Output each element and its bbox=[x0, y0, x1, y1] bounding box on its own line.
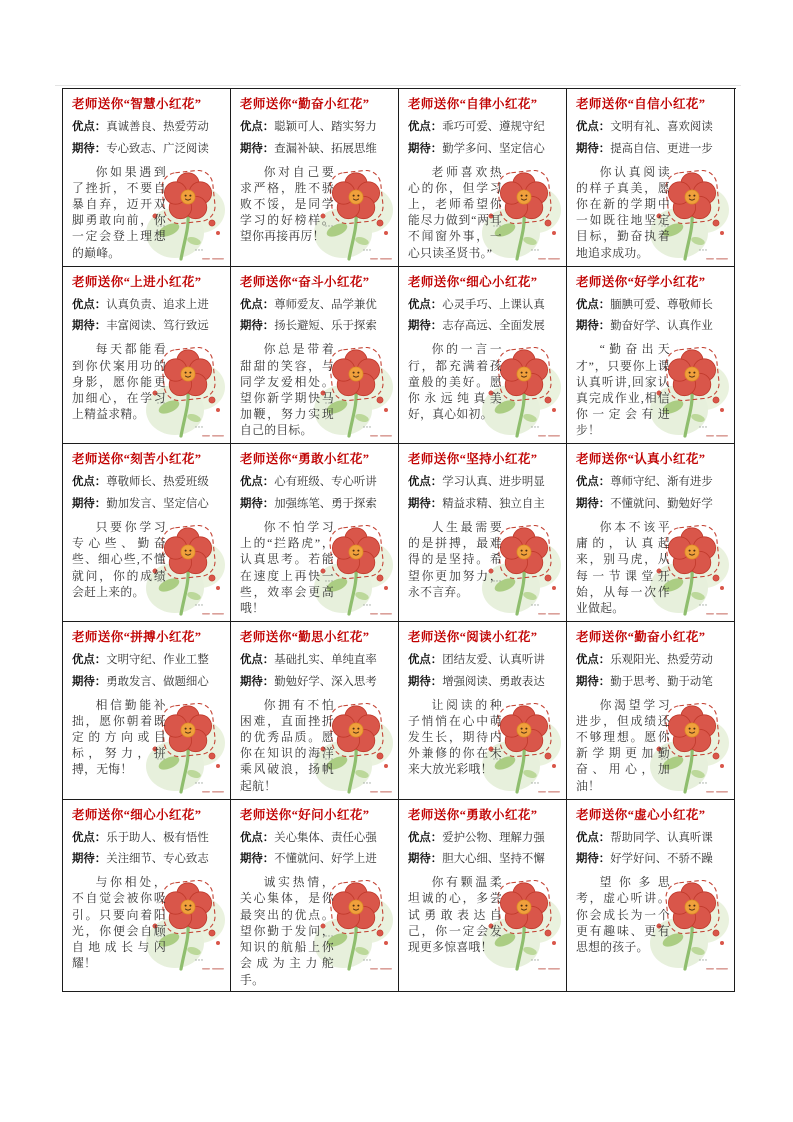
merits-value: 文明守纪、作业工整 bbox=[106, 653, 209, 666]
merits-value: 真诚善良、热爱劳动 bbox=[106, 120, 209, 133]
card-body bbox=[240, 341, 390, 438]
card-message: 你总是带着甜甜的笑容，与同学友爱相处。望你新学期快马加鞭，努力实现自己的目标。 bbox=[240, 342, 334, 438]
expectation-value: 增强阅读、勇敢表达 bbox=[442, 675, 545, 688]
card-message: 让阅读的种子悄悄在心中萌发生长，期待内外兼修的你在未来大放光彩哦！ bbox=[408, 697, 502, 777]
card-body bbox=[408, 874, 558, 955]
merits-label: 优点： bbox=[72, 653, 107, 666]
card-message: 只要你学习专心些、勤奋些、细心些,不懂就问，你的成绩会赶上来的。 bbox=[72, 519, 166, 599]
expectation-label: 期待： bbox=[72, 853, 107, 866]
expectation-label: 期待： bbox=[408, 498, 443, 511]
expectation-label: 期待： bbox=[576, 320, 611, 333]
expectation-value: 专心致志、广泛阅读 bbox=[106, 142, 209, 155]
expectation-line bbox=[408, 852, 558, 867]
expectation-value: 勤加发言、坚定信心 bbox=[106, 498, 209, 511]
award-card bbox=[399, 89, 567, 267]
merits-line bbox=[240, 475, 390, 490]
merits-line bbox=[240, 831, 390, 846]
merits-value: 乐于助人、极有悟性 bbox=[106, 831, 209, 844]
expectation-value: 精益求精、独立自主 bbox=[442, 498, 545, 511]
expectation-value: 志存高远、全面发展 bbox=[442, 320, 545, 333]
award-card bbox=[63, 89, 231, 267]
card-body bbox=[240, 697, 390, 794]
card-body bbox=[408, 697, 558, 778]
award-card bbox=[567, 444, 735, 622]
card-message: 老师喜欢热心的你，但学习上，老师希望你能尽力做到“两耳不闻窗外事，一心只读圣贤书。” bbox=[408, 164, 502, 260]
merits-label: 优点： bbox=[240, 653, 275, 666]
merits-value: 帮助同学、认真听课 bbox=[610, 831, 713, 844]
card-body bbox=[72, 519, 222, 600]
card-message: 与你相处，不自觉会被你吸引。只要向着阳光，你便会自顾自地成长与闪耀！ bbox=[72, 875, 166, 971]
merits-value: 文明有礼、喜欢阅读 bbox=[610, 120, 713, 133]
merits-line bbox=[408, 475, 558, 490]
merits-label: 优点： bbox=[576, 120, 611, 133]
expectation-line bbox=[72, 675, 222, 690]
award-card bbox=[399, 444, 567, 622]
expectation-line bbox=[240, 142, 390, 157]
expectation-value: 勤奋好学、认真作业 bbox=[610, 320, 713, 333]
card-title: 老师送你“奋斗小红花” bbox=[240, 274, 370, 289]
expectation-line bbox=[240, 497, 390, 512]
merits-label: 优点： bbox=[240, 298, 275, 311]
merits-value: 基础扎实、单纯直率 bbox=[274, 653, 377, 666]
merits-value: 爱护公物、理解力强 bbox=[442, 831, 545, 844]
card-body bbox=[240, 519, 390, 616]
card-body bbox=[72, 874, 222, 971]
card-body bbox=[576, 519, 726, 616]
merits-label: 优点： bbox=[408, 653, 443, 666]
card-title: 老师送你“坚持小红花” bbox=[408, 452, 538, 467]
merits-value: 尊敬师长、热爱班级 bbox=[106, 476, 209, 489]
card-title: 老师送你“认真小红花” bbox=[576, 452, 706, 467]
merits-line bbox=[576, 298, 726, 313]
card-title: 老师送你“好学小红花” bbox=[576, 274, 706, 289]
card-title: 老师送你“好问小红花” bbox=[240, 807, 370, 822]
expectation-label: 期待： bbox=[240, 675, 275, 688]
card-title: 老师送你“自律小红花” bbox=[408, 97, 538, 111]
expectation-value: 不懂就问、好学上进 bbox=[274, 853, 377, 866]
card-message: 你认真阅读的样子真美，愿你在新的学期中一如既往地坚定目标，勤奋执着地追求成功。 bbox=[576, 164, 670, 260]
expectation-value: 加强练笔、勇于探索 bbox=[274, 498, 377, 511]
merits-value: 认真负责、追求上进 bbox=[106, 298, 209, 311]
merits-label: 优点： bbox=[576, 298, 611, 311]
merits-line bbox=[72, 120, 222, 135]
card-message: 诚实热情，关心集体，是你最突出的优点。望你勤于发问，知识的航船上你会成为主力舵手。 bbox=[240, 875, 334, 987]
merits-value: 团结友爱、认真听讲 bbox=[442, 653, 545, 666]
merits-label: 优点： bbox=[408, 831, 443, 844]
merits-value: 聪颖可人、踏实努力 bbox=[274, 120, 377, 133]
merits-value: 学习认真、进步明显 bbox=[442, 476, 545, 489]
expectation-line bbox=[240, 852, 390, 867]
merits-line bbox=[72, 475, 222, 490]
merits-line bbox=[408, 653, 558, 668]
award-card bbox=[63, 444, 231, 622]
award-card bbox=[231, 622, 399, 800]
expectation-value: 好学好问、不骄不躁 bbox=[610, 853, 713, 866]
expectation-label: 期待： bbox=[408, 853, 443, 866]
expectation-label: 期待： bbox=[72, 142, 107, 155]
expectation-line bbox=[576, 142, 726, 157]
merits-label: 优点： bbox=[408, 298, 443, 311]
card-body bbox=[576, 164, 726, 261]
card-body bbox=[240, 164, 390, 245]
merits-line bbox=[408, 831, 558, 846]
card-title: 老师送你“勤奋小红花” bbox=[576, 629, 706, 644]
card-body bbox=[72, 164, 222, 261]
award-card bbox=[231, 444, 399, 622]
expectation-line bbox=[576, 319, 726, 334]
merits-label: 优点： bbox=[240, 476, 275, 489]
card-message: 人生最需要的是拼搏，最难得的是坚持。希望你更加努力，永不言弃。 bbox=[408, 519, 502, 599]
expectation-line bbox=[72, 319, 222, 334]
card-title: 老师送你“拼搏小红花” bbox=[72, 629, 202, 644]
card-title: 老师送你“阅读小红花” bbox=[408, 629, 538, 644]
expectation-value: 丰富阅读、笃行致远 bbox=[106, 320, 209, 333]
merits-value: 腼腆可爱、尊敬师长 bbox=[610, 298, 713, 311]
merits-line bbox=[576, 831, 726, 846]
award-card bbox=[399, 267, 567, 445]
merits-line bbox=[576, 120, 726, 135]
expectation-line bbox=[408, 142, 558, 157]
merits-label: 优点： bbox=[72, 120, 107, 133]
award-card bbox=[63, 267, 231, 445]
card-title: 老师送你“勇敢小红花” bbox=[408, 807, 538, 822]
merits-line bbox=[408, 298, 558, 313]
expectation-line bbox=[72, 142, 222, 157]
card-body bbox=[576, 874, 726, 955]
card-title: 老师送你“勇敢小红花” bbox=[240, 452, 370, 467]
expectation-value: 不懂就问、勤勉好学 bbox=[610, 498, 713, 511]
expectation-label: 期待： bbox=[72, 498, 107, 511]
card-message: 你拥有不怕困难，直面挫折的优秀品质。愿你在知识的海洋乘风破浪，扬帆起航！ bbox=[240, 697, 334, 793]
card-message: 你有颗温柔坦诚的心，多尝试勇敢表达自己，你一定会发现更多惊喜哦！ bbox=[408, 875, 502, 955]
expectation-value: 勤于思考、勤于动笔 bbox=[610, 675, 713, 688]
merits-value: 心灵手巧、上课认真 bbox=[442, 298, 545, 311]
expectation-value: 扬长避短、乐于探索 bbox=[274, 320, 377, 333]
award-card bbox=[231, 800, 399, 992]
expectation-line bbox=[576, 675, 726, 690]
expectation-line bbox=[240, 675, 390, 690]
expectation-value: 关注细节、专心致志 bbox=[106, 853, 209, 866]
merits-line bbox=[240, 653, 390, 668]
card-message: 望你多思考，虚心听讲。你会成长为一个更有趣味、更有思想的孩子。 bbox=[576, 875, 670, 955]
card-title: 老师送你“细心小红花” bbox=[72, 807, 202, 822]
expectation-value: 勇敢发言、做题细心 bbox=[106, 675, 209, 688]
merits-value: 尊师爱友、品学兼优 bbox=[274, 298, 377, 311]
expectation-value: 勤勉好学、深入思考 bbox=[274, 675, 377, 688]
merits-value: 乐观阳光、热爱劳动 bbox=[610, 653, 713, 666]
expectation-label: 期待： bbox=[408, 320, 443, 333]
merits-line bbox=[72, 653, 222, 668]
award-card bbox=[567, 622, 735, 800]
card-message: 相信勤能补拙，愿你朝着既定的方向或目标，努力，拼搏，无悔！ bbox=[72, 697, 166, 777]
card-title: 老师送你“细心小红花” bbox=[408, 274, 538, 289]
award-card bbox=[231, 89, 399, 267]
card-body bbox=[576, 341, 726, 438]
merits-label: 优点： bbox=[576, 831, 611, 844]
expectation-label: 期待： bbox=[72, 675, 107, 688]
expectation-label: 期待： bbox=[576, 498, 611, 511]
award-card bbox=[399, 800, 567, 992]
expectation-line bbox=[576, 497, 726, 512]
merits-label: 优点： bbox=[408, 120, 443, 133]
expectation-line bbox=[576, 852, 726, 867]
expectation-line bbox=[408, 675, 558, 690]
merits-label: 优点： bbox=[576, 476, 611, 489]
merits-line bbox=[240, 120, 390, 135]
expectation-value: 提高自信、更进一步 bbox=[610, 142, 713, 155]
page-top-rule bbox=[55, 85, 741, 86]
expectation-label: 期待： bbox=[576, 142, 611, 155]
merits-value: 尊师守纪、渐有进步 bbox=[610, 476, 713, 489]
card-message: 你渴望学习进步，但成绩还不够理想。愿你新学期更加勤奋、用心，加油！ bbox=[576, 697, 670, 793]
card-title: 老师送你“勤奋小红花” bbox=[240, 97, 370, 111]
card-body bbox=[72, 697, 222, 778]
expectation-line bbox=[408, 319, 558, 334]
expectation-label: 期待： bbox=[576, 853, 611, 866]
card-message: “勤奋出天才”，只要你上课认真听讲,回家认真完成作业,相信你一定会有进步！ bbox=[576, 342, 670, 438]
merits-line bbox=[576, 475, 726, 490]
card-title: 老师送你“上进小红花” bbox=[72, 274, 202, 289]
award-card bbox=[567, 800, 735, 992]
card-message: 你本不该平庸的，认真起来，别马虎，从每一节课堂开始，从每一次作业做起。 bbox=[576, 519, 670, 615]
card-body bbox=[576, 697, 726, 794]
expectation-label: 期待： bbox=[408, 142, 443, 155]
award-card bbox=[567, 89, 735, 267]
expectation-value: 勤学多问、坚定信心 bbox=[442, 142, 545, 155]
card-body bbox=[408, 519, 558, 600]
card-title: 老师送你“勤思小红花” bbox=[240, 629, 370, 644]
merits-label: 优点： bbox=[408, 476, 443, 489]
expectation-label: 期待： bbox=[240, 853, 275, 866]
expectation-value: 查漏补缺、拓展思维 bbox=[274, 142, 377, 155]
merits-label: 优点： bbox=[72, 298, 107, 311]
expectation-label: 期待： bbox=[240, 142, 275, 155]
card-body bbox=[408, 341, 558, 422]
award-card bbox=[63, 800, 231, 992]
expectation-label: 期待： bbox=[408, 675, 443, 688]
card-message: 你对自己要求严格，胜不骄败不馁，是同学学习的好榜样。望你再接再厉！ bbox=[240, 164, 334, 244]
merits-line bbox=[72, 831, 222, 846]
expectation-line bbox=[72, 497, 222, 512]
award-card bbox=[567, 267, 735, 445]
card-body bbox=[408, 164, 558, 261]
card-message: 你如果遇到了挫折，不要自暴自弃，迈开双脚勇敢向前，你一定会登上理想的巅峰。 bbox=[72, 164, 166, 260]
card-title: 老师送你“刻苦小红花” bbox=[72, 452, 202, 467]
merits-line bbox=[72, 298, 222, 313]
merits-line bbox=[408, 120, 558, 135]
expectation-value: 胆大心细、坚持不懈 bbox=[442, 853, 545, 866]
card-message: 你的一言一行，都充满着孩童般的美好。愿你永远纯真美好，真心如初。 bbox=[408, 342, 502, 422]
merits-label: 优点： bbox=[240, 831, 275, 844]
card-body bbox=[72, 341, 222, 422]
expectation-label: 期待： bbox=[72, 320, 107, 333]
card-message: 你不怕学习上的“拦路虎”，认真思考。若能在速度上再快一些，效率会更高哦！ bbox=[240, 519, 334, 615]
award-card bbox=[231, 267, 399, 445]
expectation-line bbox=[408, 497, 558, 512]
merits-label: 优点： bbox=[576, 653, 611, 666]
expectation-label: 期待： bbox=[240, 320, 275, 333]
merits-value: 乖巧可爱、遵规守纪 bbox=[442, 120, 545, 133]
award-card bbox=[63, 622, 231, 800]
merits-label: 优点： bbox=[240, 120, 275, 133]
card-title: 老师送你“智慧小红花” bbox=[72, 97, 202, 111]
award-card bbox=[399, 622, 567, 800]
expectation-line bbox=[72, 852, 222, 867]
merits-label: 优点： bbox=[72, 476, 107, 489]
expectation-line bbox=[240, 319, 390, 334]
card-message: 每天都能看到你伏案用功的身影，愿你能更加细心，在学习上精益求精。 bbox=[72, 342, 166, 422]
card-body bbox=[240, 874, 390, 987]
merits-value: 关心集体、责任心强 bbox=[274, 831, 377, 844]
expectation-label: 期待： bbox=[576, 675, 611, 688]
expectation-label: 期待： bbox=[240, 498, 275, 511]
merits-value: 心有班级、专心听讲 bbox=[274, 476, 377, 489]
merits-label: 优点： bbox=[72, 831, 107, 844]
card-title: 老师送你“虚心小红花” bbox=[576, 807, 706, 822]
award-card-grid bbox=[62, 88, 736, 992]
card-title: 老师送你“自信小红花” bbox=[576, 97, 706, 111]
merits-line bbox=[576, 653, 726, 668]
merits-line bbox=[240, 298, 390, 313]
